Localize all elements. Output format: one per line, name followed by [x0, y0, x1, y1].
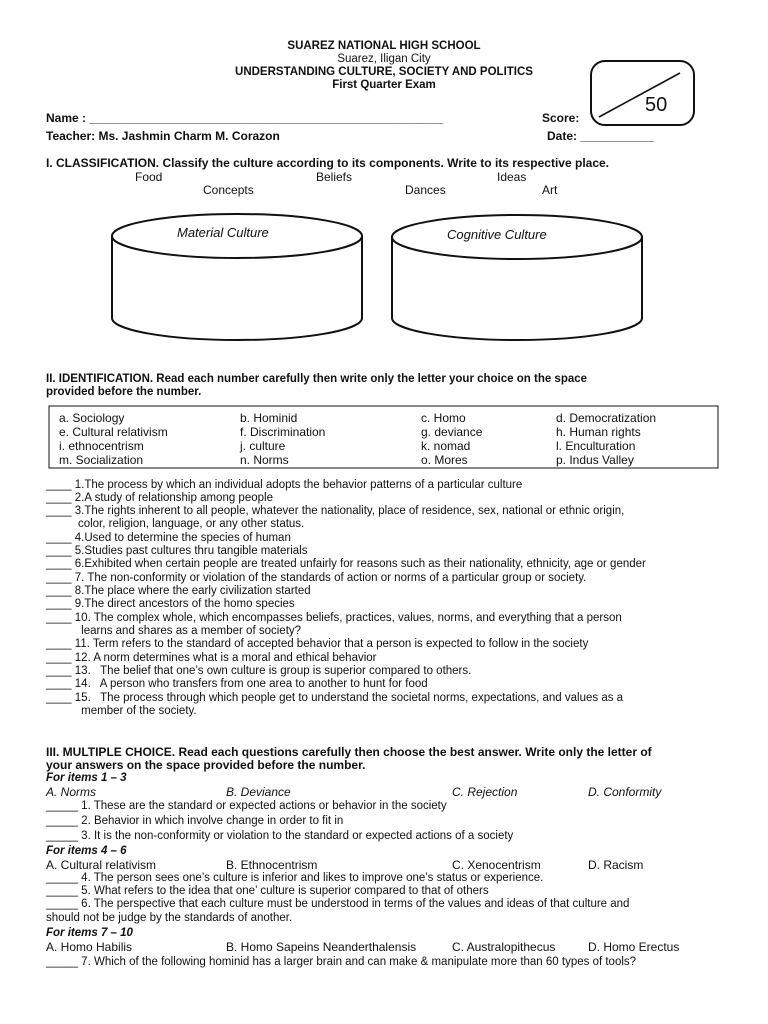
id-item-3-cont: color, religion, language, or any other status.: [46, 518, 305, 530]
id-item-7: ____ 7. The non-conformity or violation of the standards of action or norms of a particular group or society.: [46, 572, 587, 584]
id-item-11: ____ 11. Term refers to the standard of accepted behavior that a person is expected to follow in the society: [46, 638, 589, 650]
school-location: Suarez, Iligan City: [337, 53, 431, 65]
name-line: Name : _____________________________________________________: [46, 111, 444, 125]
choice-n: n. Norms: [240, 453, 289, 467]
part3-instruction-2: your answers on the space provided before the number.: [46, 758, 366, 772]
id-item-1: ____ 1.The process by which an individual adopts the behavior patterns of a particular culture: [46, 479, 523, 491]
id-item-8: ____ 8.The place where the early civilization started: [46, 585, 311, 597]
group-3-option-c: C. Australopithecus: [452, 940, 556, 954]
score-total: 50: [645, 94, 668, 116]
word-dances: Dances: [405, 183, 446, 197]
word-art: Art: [542, 183, 558, 197]
choice-d: d. Democratization: [556, 411, 657, 425]
mc-item-4: _____ 4. The person sees one’s culture is inferior and likes to improve one’s status or experience.: [46, 872, 544, 884]
id-item-9: ____ 9.The direct ancestors of the homo species: [46, 598, 295, 610]
score-slash: [599, 73, 680, 117]
word-ideas: Ideas: [497, 170, 527, 184]
part2-instruction-1: II. IDENTIFICATION. Read each number carefully then write only the letter your choice on the space: [46, 373, 588, 385]
group-1-option-b: B. Deviance: [226, 785, 291, 799]
choice-a: a. Sociology: [59, 411, 125, 425]
choice-b: b. Hominid: [240, 411, 298, 425]
group-2-option-a: A. Cultural relativism: [46, 858, 157, 872]
group-3-option-a: A. Homo Habilis: [46, 940, 133, 954]
id-item-15: ____ 15. The process through which people get to understand the societal norms, expectations, and values as a: [46, 692, 624, 704]
subject-title: UNDERSTANDING CULTURE, SOCIETY AND POLITICS: [235, 66, 533, 78]
part2-instruction-2: provided before the number.: [46, 386, 202, 398]
school-name: SUAREZ NATIONAL HIGH SCHOOL: [287, 40, 481, 52]
group-3-option-d: D. Homo Erectus: [588, 940, 680, 954]
group-3-option-b: B. Homo Sapeins Neanderthalensis: [226, 940, 417, 954]
choice-i: i. ethnocentrism: [59, 439, 144, 453]
part1-instruction: I. CLASSIFICATION. Classify the culture according to its components. Write to its respective place.: [46, 156, 610, 170]
word-beliefs: Beliefs: [316, 170, 353, 184]
part3-instruction-1: III. MULTIPLE CHOICE. Read each questions carefully then choose the best answer. Write only the letter of: [46, 745, 652, 759]
group-2-option-d: D. Racism: [588, 858, 644, 872]
id-item-10: ____ 10. The complex whole, which encompasses beliefs, practices, values, norms, and everything that a person: [46, 612, 622, 624]
teacher-line: Teacher: Ms. Jashmin Charm M. Corazon: [46, 129, 280, 143]
mc-item-1: _____ 1. These are the standard or expected actions or behavior in the society: [46, 800, 447, 812]
mc-item-5: _____ 5. What refers to the idea that one’ culture is superior compared to that of others: [46, 885, 489, 897]
group-1-option-a: A. Norms: [46, 785, 97, 799]
group-1-option-c: C. Rejection: [452, 785, 518, 799]
cognitive-culture-label: Cognitive Culture: [447, 227, 547, 242]
id-item-15-cont: member of the society.: [46, 705, 197, 717]
word-concepts: Concepts: [203, 183, 254, 197]
group-1-label: For items 1 – 3: [46, 772, 127, 784]
score-label: Score:: [542, 111, 580, 125]
mc-item-6: _____ 6. The perspective that each culture must be understood in terms of the values and ideas of that culture and: [46, 898, 630, 910]
group-2-label: For items 4 – 6: [46, 845, 127, 857]
choice-m: m. Socialization: [59, 453, 144, 467]
id-item-4: ____ 4.Used to determine the species of human: [46, 532, 291, 544]
exam-title: First Quarter Exam: [332, 79, 436, 91]
mc-item-6-cont: should not be judge by the standards of another.: [46, 912, 293, 924]
id-item-6: ____ 6.Exhibited when certain people are treated unfairly for reasons such as their nationality, ethnicity, age or gender: [46, 558, 646, 570]
id-item-12: ____ 12. A norm determines what is a moral and ethical behavior: [46, 652, 377, 664]
group-2-option-c: C. Xenocentrism: [452, 858, 541, 872]
mc-item-7: _____ 7. Which of the following hominid has a larger brain and can make & manipulate more than 60 types of tools?: [46, 956, 637, 968]
date-line: Date: ___________: [547, 129, 654, 143]
choice-l: l. Enculturation: [556, 439, 636, 453]
choice-h: h. Human rights: [556, 425, 641, 439]
choice-k: k. nomad: [421, 439, 471, 453]
choice-j: j. culture: [240, 439, 286, 453]
id-item-2: ____ 2.A study of relationship among people: [46, 492, 273, 504]
id-item-3: ____ 3.The rights inherent to all people, whatever the nationality, place of residence, sex, national or ethnic origin,: [46, 505, 625, 517]
mc-item-2: _____ 2. Behavior in which involve change in order to fit in: [46, 815, 344, 827]
id-item-14: ____ 14. A person who transfers from one area to another to hunt for food: [46, 678, 428, 690]
choice-g: g. deviance: [421, 425, 483, 439]
group-1-option-d: D. Conformity: [588, 785, 662, 799]
word-food: Food: [135, 170, 163, 184]
choice-o: o. Mores: [421, 453, 468, 467]
choice-f: f. Discrimination: [240, 425, 326, 439]
id-item-5: ____ 5.Studies past cultures thru tangible materials: [46, 545, 308, 557]
material-culture-label: Material Culture: [177, 225, 269, 240]
choice-p: p. Indus Valley: [556, 453, 634, 467]
mc-item-3: _____ 3. It is the non-conformity or violation to the standard or expected actions of a society: [46, 830, 514, 842]
id-item-13: ____ 13. The belief that one’s own culture is group is superior compared to others.: [46, 665, 472, 677]
group-2-option-b: B. Ethnocentrism: [226, 858, 318, 872]
choice-c: c. Homo: [421, 411, 466, 425]
choice-e: e. Cultural relativism: [59, 425, 168, 439]
id-item-10-cont: learns and shares as a member of society?: [46, 625, 302, 637]
group-3-label: For items 7 – 10: [46, 927, 133, 939]
